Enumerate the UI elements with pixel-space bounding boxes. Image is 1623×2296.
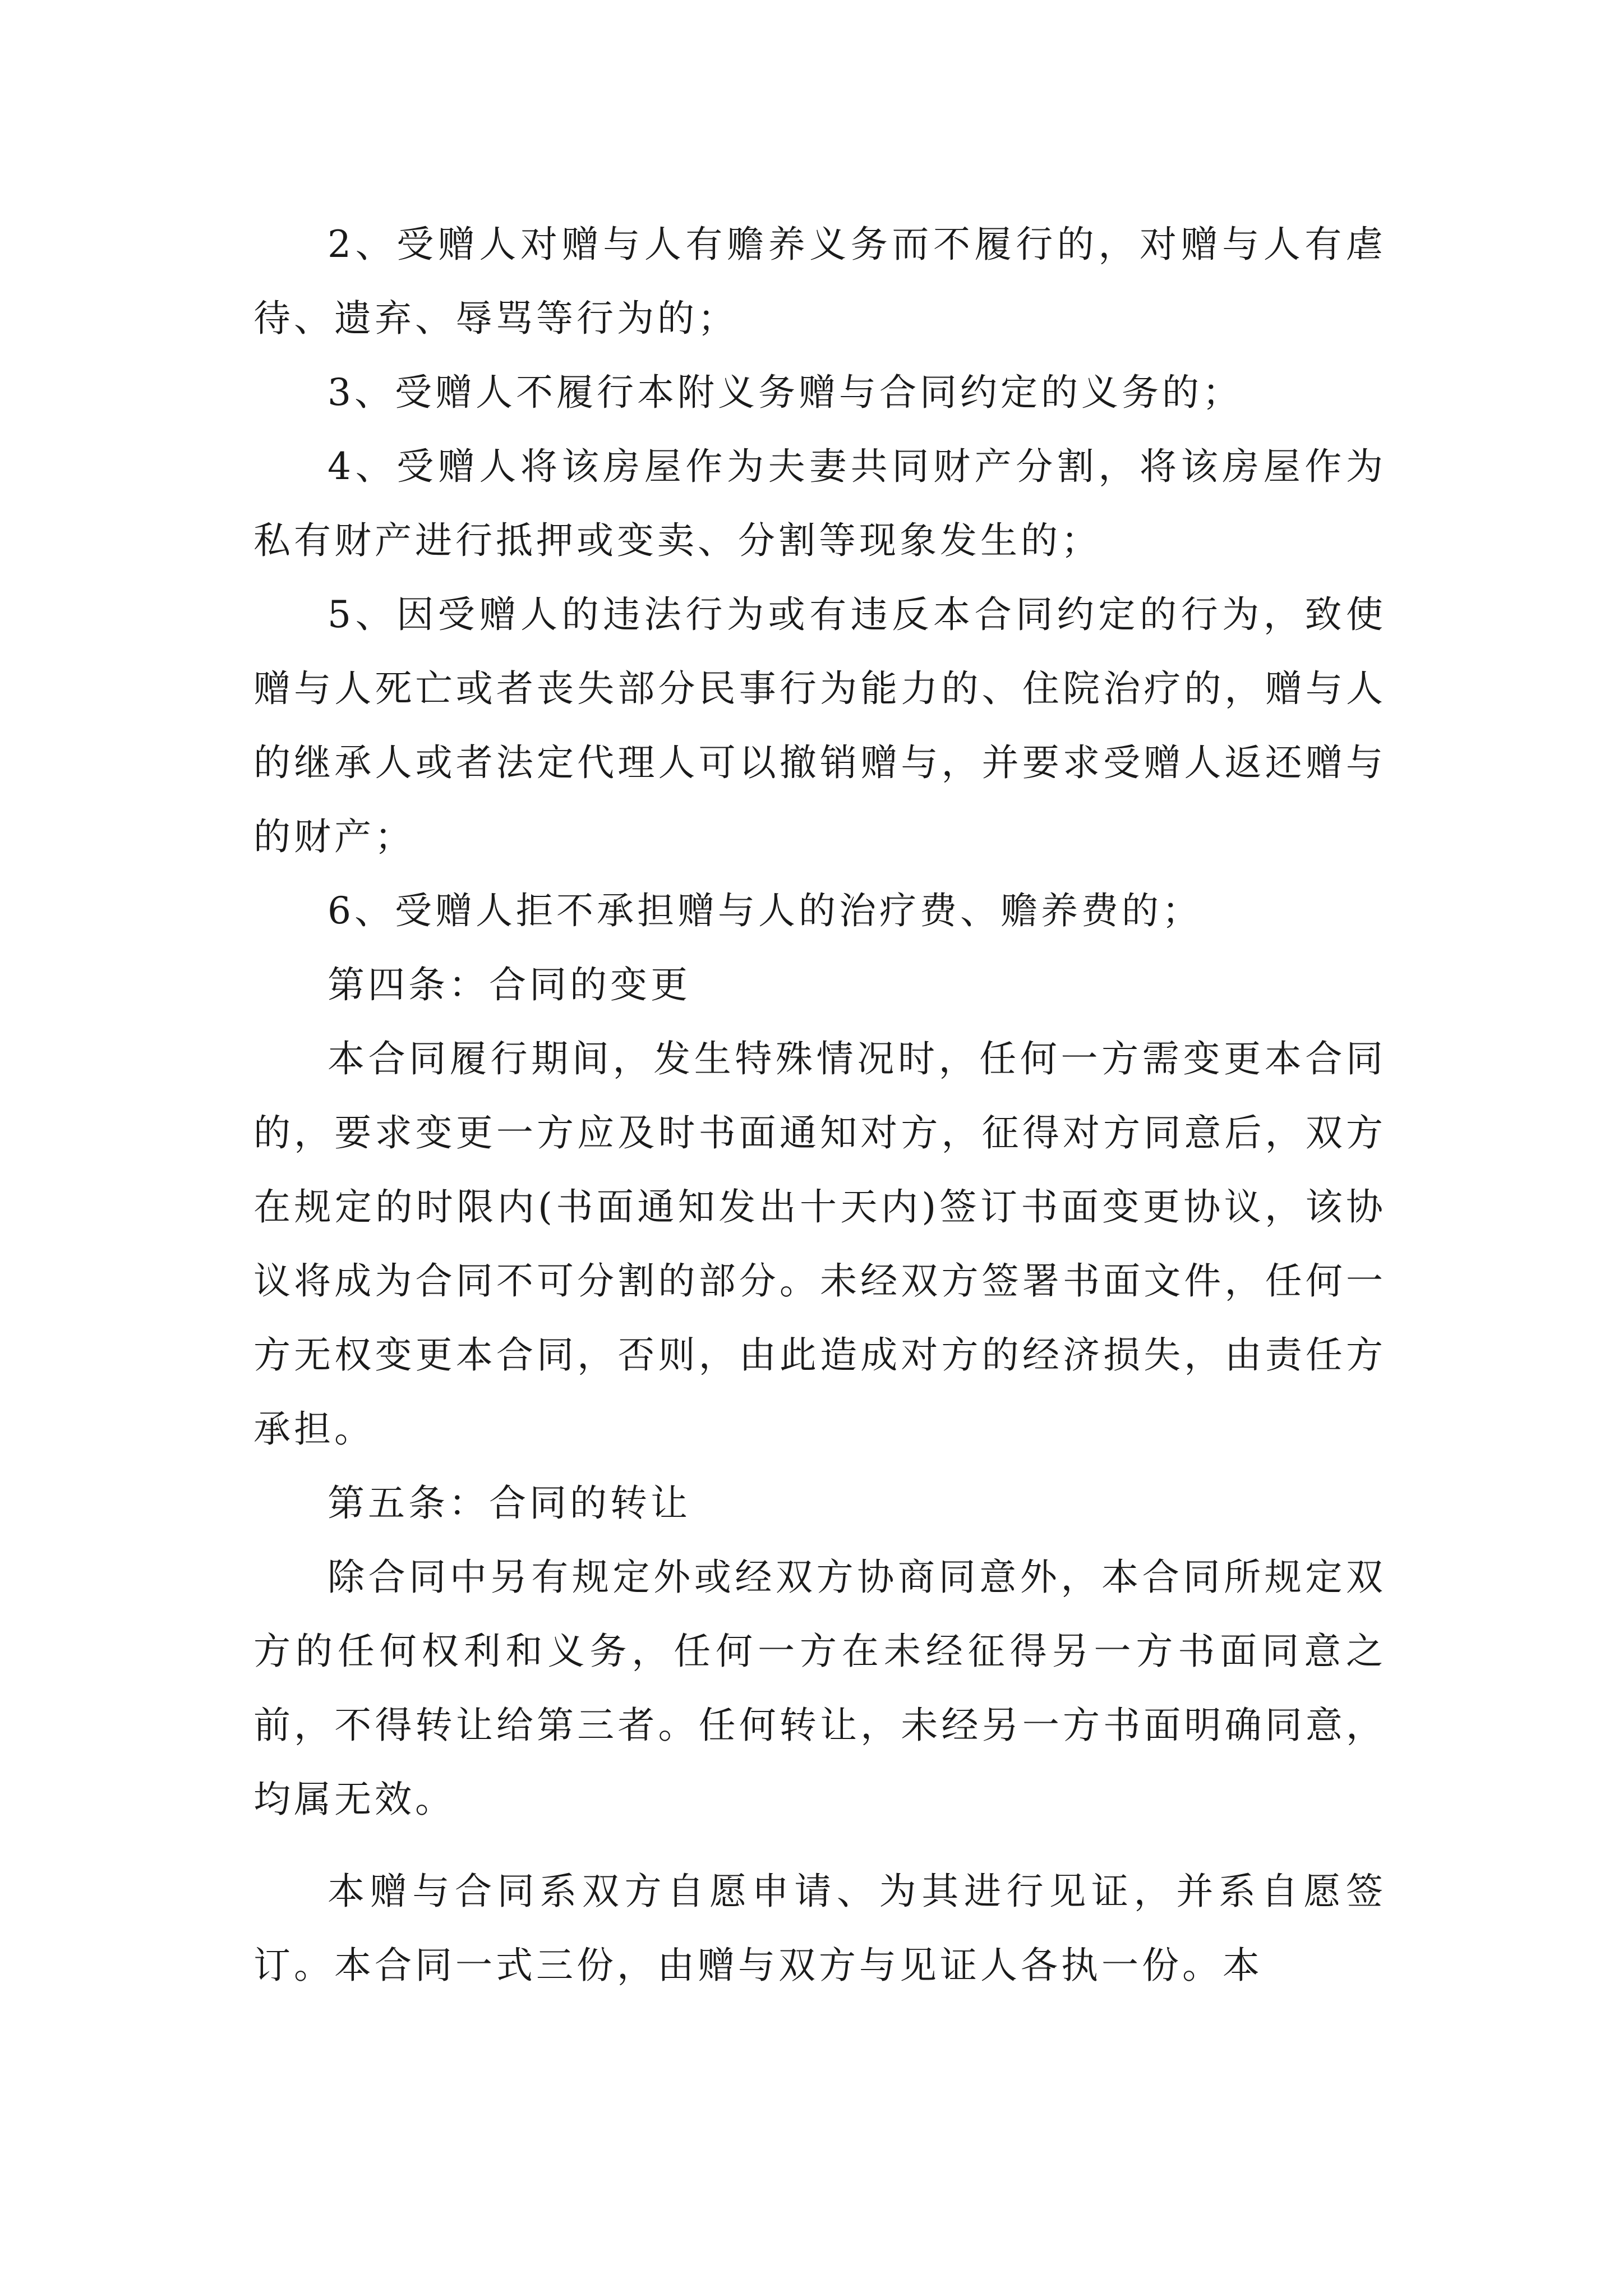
document-page — [253, 208, 1386, 2003]
closing-paragraph: 本赠与合同系双方自愿申请、为其进行见证，并系自愿签订。本合同一式三份，由赠与双方与见证人各执一份。本 — [253, 1870, 1386, 1987]
clause-4: 4、受赠人将该房屋作为夫妻共同财产分割，将该房屋作为私有财产进行抵押或变卖、分割等现象发生的； — [253, 445, 1386, 562]
article-5-heading: 第五条：合同的转让 — [328, 1481, 691, 1525]
clause-2: 2、受赠人对赠与人有赡养义务而不履行的，对赠与人有虐待、遗弃、辱骂等行为的； — [253, 223, 1386, 340]
clause-6: 6、受赠人拒不承担赠与人的治疗费、赡养费的； — [328, 889, 1202, 932]
clause-3: 3、受赠人不履行本附义务赠与合同约定的义务的； — [328, 371, 1243, 414]
clause-5: 5、因受赠人的违法行为或有违反本合同约定的行为，致使赠与人死亡或者丧失部分民事行为能力的、住院治疗的，赠与人的继承人或者法定代理人可以撤销赠与，并要求受赠人返还赠与的财产； — [253, 593, 1386, 858]
article-5-body: 除合同中另有规定外或经双方协商同意外，本合同所规定双方的任何权利和义务，任何一方在未经征得另一方书面同意之前，不得转让给第三者。任何转让，未经另一方书面明确同意，均属无效。 — [253, 1556, 1386, 1821]
article-4-body: 本合同履行期间，发生特殊情况时，任何一方需变更本合同的，要求变更一方应及时书面通知对方，征得对方同意后，双方在规定的时限内(书面通知发出十天内)签订书面变更协议，该协议将成为合同不可分割的部分。未经双方签署书面文件，任何一方无权变更本合同，否则，由此造成对方的经济损失，由责任方承担。 — [253, 1037, 1386, 1451]
article-4-heading: 第四条：合同的变更 — [328, 963, 691, 1006]
